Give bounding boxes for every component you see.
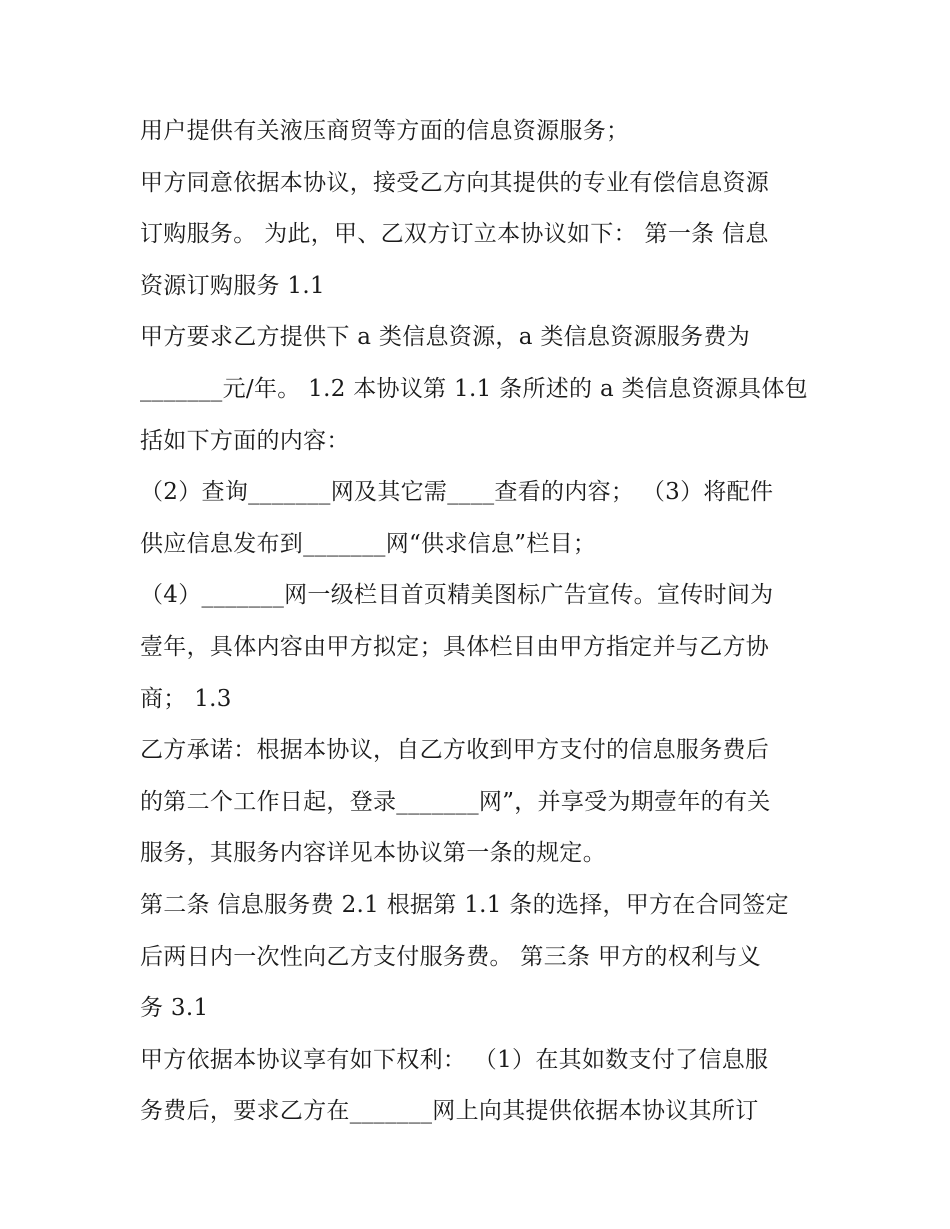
text-line: 的第二个工作日起，登录_______网”，并享受为期壹年的有关 (140, 788, 771, 815)
text-line: 商； 1.3 (140, 685, 232, 712)
text-line: 括如下方面的内容： (140, 427, 350, 454)
text-line: 资源订购服务 1.1 (140, 272, 325, 299)
text-line: 后两日内一次性向乙方支付服务费。 第三条 甲方的权利与义 (140, 943, 762, 970)
text-line: _______元/年。 1.2 本协议第 1.1 条所述的 a 类信息资源具体包 (140, 375, 808, 402)
text-line: 甲方同意依据本协议，接受乙方向其提供的专业有偿信息资源 (140, 169, 770, 196)
text-line: 务 3.1 (140, 995, 209, 1022)
text-line: （2）查询_______网及其它需____查看的内容； （3）将配件 (140, 479, 774, 506)
text-line: 订购服务。 为此，甲、乙双方订立本协议如下： 第一条 信息 (140, 221, 769, 248)
text-line: 供应信息发布到_______网“供求信息”栏目； (140, 530, 597, 557)
text-line: 第二条 信息服务费 2.1 根据第 1.1 条的选择，甲方在合同签定 (140, 891, 789, 918)
document-body (140, 106, 820, 1138)
text-line: 务费后，要求乙方在_______网上向其提供依据本协议其所订 (140, 1098, 759, 1125)
text-line: 用户提供有关液压商贸等方面的信息资源服务； (140, 118, 630, 144)
text-line: 甲方要求乙方提供下 a 类信息资源，a 类信息资源服务费为 (140, 324, 751, 351)
text-line: （4）_______网一级栏目首页精美图标广告宣传。宣传时间为 (140, 582, 774, 609)
text-line: 乙方承诺：根据本协议，自乙方收到甲方支付的信息服务费后 (140, 737, 770, 764)
text-line: 服务，其服务内容详见本协议第一条的规定。 (140, 840, 606, 867)
text-line: 壹年，具体内容由甲方拟定；具体栏目由甲方指定并与乙方协 (140, 633, 770, 660)
text-line: 甲方依据本协议享有如下权利： （1）在其如数支付了信息服 (140, 1046, 769, 1073)
